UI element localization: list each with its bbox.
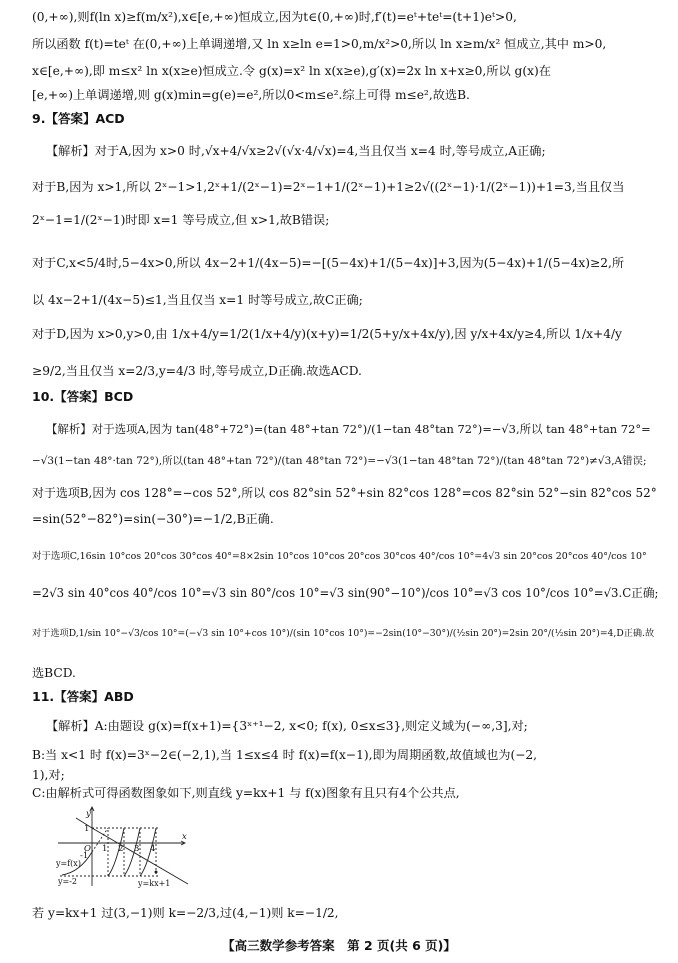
- text-line: =2√3 sin 40°cos 40°/cos 10°=√3 sin 80°/cos 10°=√3 sin(90°−10°)/cos 10°=√3 cos 10°/cos 10°=√3.C正确;: [32, 586, 659, 600]
- text-line: 选BCD.: [32, 666, 76, 680]
- y-tick: -1: [80, 851, 89, 861]
- text-line: C:由解析式可得函数图象如下,则直线 y=kx+1 与 f(x)图象有且只有4个公共点,: [32, 786, 460, 800]
- origin-label: O: [84, 844, 91, 854]
- text-line: ≥9/2,当且仅当 x=2/3,y=4/3 时,等号成立,D正确.故选ACD.: [32, 364, 362, 378]
- text-line: 以 4x−2+1/(4x−5)≤1,当且仅当 x=1 时等号成立,故C正确;: [32, 293, 363, 307]
- text-line: x∈[e,+∞),即 m≤x² ln x(x≥e)恒成立.令 g(x)=x² ln x(x≥e),g′(x)=2x ln x+x≥0,所以 g(x)在: [32, 64, 551, 78]
- text-line: (0,+∞),则f(ln x)≥f(m/x²),x∈[e,+∞)恒成立,因为t∈(0,+∞)时,f′(t)=eᵗ+teᵗ=(t+1)eᵗ>0,: [32, 10, 517, 24]
- text-line: 对于B,因为 x>1,所以 2ˣ−1>1,2ˣ+1/(2ˣ−1)=2ˣ−1+1/(2ˣ−1)+1≥2√((2ˣ−1)·1/(2ˣ−1))+1=3,当且仅当: [32, 180, 625, 194]
- x-tick: 2: [118, 844, 124, 854]
- y-tick: 1: [84, 824, 90, 834]
- text-line: B:当 x<1 时 f(x)=3ˣ−2∈(−2,1),当 1≤x≤4 时 f(x)=f(x−1),即为周期函数,故值域也为(−2,: [32, 748, 538, 762]
- text-line: 【解析】对于选项A,因为 tan(48°+72°)=(tan 48°+tan 72°)/(1−tan 48°tan 72°)=−√3,所以 tan 48°+tan 72°=: [46, 422, 651, 436]
- question-9-answer: 9.【答案】ACD: [32, 111, 125, 126]
- question-10-answer: 10.【答案】BCD: [32, 389, 134, 404]
- text-line: =sin(52°−82°)=sin(−30°)=−1/2,B正确.: [32, 512, 274, 526]
- text-line: 若 y=kx+1 过(3,−1)则 k=−2/3,过(4,−1)则 k=−1/2,: [32, 906, 339, 920]
- text-line: 对于选项D,1/sin 10°−√3/cos 10°=(−√3 sin 10°+cos 10°)/(sin 10°cos 10°)=−2sin(10°−30°)/(½sin 20°)=2sin 20°/(½sin 20°)=4,D正确.故: [32, 628, 655, 639]
- text-line: −√3(1−tan 48°·tan 72°),所以(tan 48°+tan 72°)/(tan 48°tan 72°)=−√3(1−tan 48°tan 72°)/(tan 48°tan 72°)≠√3,A错误;: [32, 455, 647, 467]
- function-graph: [56, 806, 196, 888]
- text-line: 对于选项C,16sin 10°cos 20°cos 30°cos 40°=8×2sin 10°cos 10°cos 20°cos 30°cos 40°/cos 10°=4√3 sin 20°cos 20°cos 40°/cos 10°: [32, 551, 647, 562]
- text-line: 对于C,x<5/4时,5−4x>0,所以 4x−2+1/(4x−5)=−[(5−4x)+1/(5−4x)]+3,因为(5−4x)+1/(5−4x)≥2,所: [32, 256, 625, 270]
- question-11-answer: 11.【答案】ABD: [32, 689, 134, 704]
- text-line: 对于D,因为 x>0,y>0,由 1/x+4/y=1/2(1/x+4/y)(x+y)=1/2(5+y/x+4x/y),因 y/x+4x/y≥4,所以 1/x+4/y: [32, 327, 622, 341]
- text-line: 1),对;: [32, 768, 65, 782]
- line-label: y=kx+1: [138, 879, 171, 888]
- text-line: 2ˣ−1=1/(2ˣ−1)时即 x=1 等号成立,但 x>1,故B错误;: [32, 213, 330, 227]
- curve-label: y=f(x): [56, 859, 81, 868]
- x-tick: 1: [102, 844, 108, 854]
- asymptote-label: y=-2: [58, 877, 78, 886]
- text-line: [e,+∞)上单调递增,则 g(x)min=g(e)=e²,所以0<m≤e².综上可得 m≤e²,故选B.: [32, 88, 470, 102]
- x-tick: 4: [150, 844, 156, 854]
- text-line: 对于选项B,因为 cos 128°=−cos 52°,所以 cos 82°sin 52°+sin 82°cos 128°=cos 82°sin 52°−sin 82°cos 52°: [32, 486, 657, 500]
- y-axis-label: y: [86, 809, 91, 819]
- page-footer: 【高三数学参考答案 第 2 页(共 6 页)】: [222, 938, 456, 953]
- text-line: 【解析】对于A,因为 x>0 时,√x+4/√x≥2√(√x·4/√x)=4,当且仅当 x=4 时,等号成立,A正确;: [46, 144, 546, 158]
- text-line: 所以函数 f(t)=teᵗ 在(0,+∞)上单调递增,又 ln x≥ln e=1>0,m/x²>0,所以 ln x≥m/x² 恒成立,其中 m>0,: [32, 37, 607, 51]
- text-line: 【解析】A:由题设 g(x)=f(x+1)={3ˣ⁺¹−2, x<0; f(x), 0≤x≤3},则定义域为(−∞,3],对;: [46, 719, 528, 733]
- x-tick: 3: [134, 844, 140, 854]
- x-axis-label: x: [182, 832, 187, 842]
